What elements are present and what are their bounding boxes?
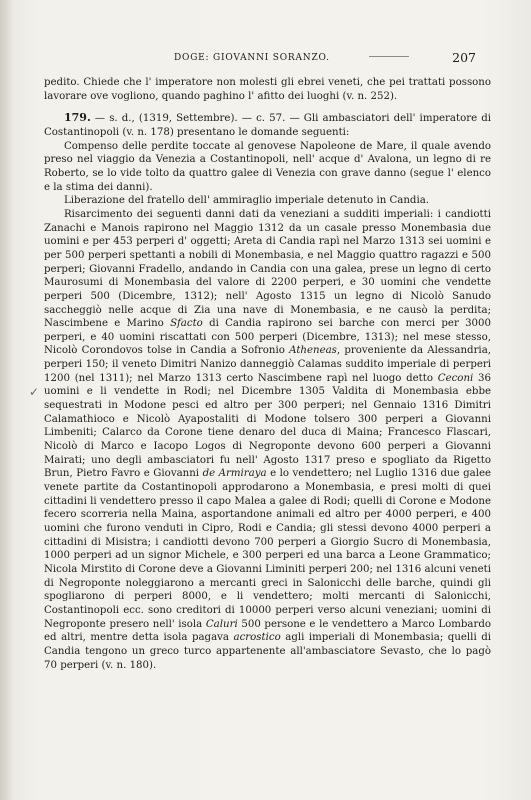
- header-pencil-mark: [369, 56, 409, 57]
- page-number: 207: [452, 50, 476, 65]
- running-head: DOGE: GIOVANNI SORANZO.: [174, 53, 330, 63]
- italic-atheneas: Atheneas: [289, 345, 337, 357]
- italic-armiraya: de Armiraya: [202, 468, 267, 480]
- item3-text-g: agli imperiali di Monembasia; quelli di Candia tengono un greco turco appartenente all'ambasciatore Sevasto, che lo pagò 70 perperi (v. n. 180).: [44, 632, 491, 671]
- request-item-2: Liberazione del fratello dell' ammiraglio imperiale detenuto in Candia.: [64, 195, 430, 207]
- item3-text-c: , proveniente da Alessandria, perperi 150; il veneto Dimitri Nanizo danneggiò Calamas suddito imperiale di perperi 1200 (nel 1311); nel Marzo 1313 certo Nascimbene rapì nel luogo detto: [44, 345, 492, 384]
- request-item-3: [44, 208, 491, 672]
- italic-ceconi: Ceconi: [437, 372, 474, 384]
- page-header: [46, 50, 484, 66]
- page-body: [44, 76, 491, 672]
- item3-text-f: 500 persone e le vendettero a Marco Lombardo ed altri, mentre detta isola pagava: [44, 618, 491, 644]
- continuation-paragraph: pedito. Chiede che l' imperatore non molesti gli ebrei veneti, che pei trattati possono lavorare ove vogliono, quando paghino l' afitto dei luoghi (v. n. 252).: [44, 77, 491, 102]
- item3-text-b: di Candia rapirono sei barche con merci per 3000 perperi, e 40 uomini riscattati con 500 perperi (Dicembre, 1313); nel mese stesso, Nicolò Corondovos tolse in Candia a Sofronio: [44, 318, 491, 357]
- italic-caluri: Caluri: [205, 618, 238, 630]
- page-gutter-shadow: [0, 0, 14, 800]
- item3-text-d: 36 uomini e li vendette in Rodi; nel Dicembre 1305 Valdita di Monembasia ebbe sequestrati in Modone pesci ed altro per 300 perperi; nel Gennaio 1316 Dimitri Calamathioco e Nicolò Ayapostaliti di Modone tolsero 300 perperi a Giovanni Limbeniti; Calarco da Corone tiene denaro del duca di Maina; Francesco Flascari, Nicolò di Marco e Iacopo Logos di Negroponte devono 600 perperi a Giovanni Mairati; uno degli ambasciatori fu nell' Agosto 1317 preso e spogliato da Rigetto Brun, Pietro Favro e Giovanni: [44, 372, 491, 480]
- entry-intro: — s. d., (1319, Settembre). — c. 57. — Gli ambasciatori dell' imperatore di Costantinopoli (v. n. 178) presentano le domande seguenti:: [44, 113, 491, 138]
- italic-acrostico: acrostico: [233, 632, 281, 644]
- entry-179-heading: [44, 111, 491, 139]
- item3-text-a: Risarcimento dei seguenti danni dati da veneziani a sudditi imperiali: i candiotti Zanachi e Manois rapirono nel Maggio 1312 da un casale presso Monembasia due uomini e per 453 perperi d' oggetti; Areta di Candia rapì nel Marzo 1313 sei uomini e per 500 perperi spettanti a nobili di Monembasia, e nel Maggio quattro ragazzi e 500 perperi; Giovanni Fradello, andando in Candia con una galea, prese un legno di certo Maurosumi di Monembasia del valore di 2200 perperi, e 30 uomini che vendette perperi 500 (Dicembre, 1312); nell' Agosto 1315 un legno di Nicolò Sanudo saccheggiò nelle acque di Zia una nave di Monembasia, e ne causò la perdita; Nascimbene e Marino: [44, 208, 491, 330]
- item3-text-e: e lo vendettero; nel Luglio 1316 due galee venete partite da Costantinopoli approdarono a Monembasia, e presi molti di quei cittadini li vendettero presso il capo Malea a galee di Rodi; quelli di Corone e Modone fecero scorreria nella Maina, asportandone animali ed altro per 4000 perperi, e 400 uomini che furono venduti in Cipro, Rodi e Candia; gli stessi devono 4000 perperi a cittadini di Misistra; i candiotti devono 700 perperi a Giorgio Sucro di Monembasia, 1000 perperi ad un signor Michele, e 300 perperi ed una barca a Leone Grammatico; Nicola Mirstito di Corone deve a Giovanni Liminiti perperi 200; nel 1316 alcuni veneti di Negroponte noleggiarono a mercanti greci in Salonicchi delle barche, quindi gli spogliarono di perperi 8000, e li vendettero; molti mercanti di Salonicchi, Costantinopoli ecc. sono creditori di 10000 perperi verso alcuni veneziani; uomini di Negroponte presero nell' isola: [44, 468, 492, 630]
- request-item-1: Compenso delle perdite toccate al genovese Napoleone de Mare, il quale avendo preso nel viaggio da Venezia a Costantinopoli, nell' acque d' Avalona, un legno di re Roberto, se lo vide tolto da quattro galee di Venezia con grave danno (segue l' elenco e la stima dei danni).: [44, 140, 491, 193]
- italic-sfacto: Sfacto: [170, 318, 203, 330]
- margin-check-mark: ✓: [29, 385, 40, 399]
- entry-number: 179.: [64, 111, 91, 125]
